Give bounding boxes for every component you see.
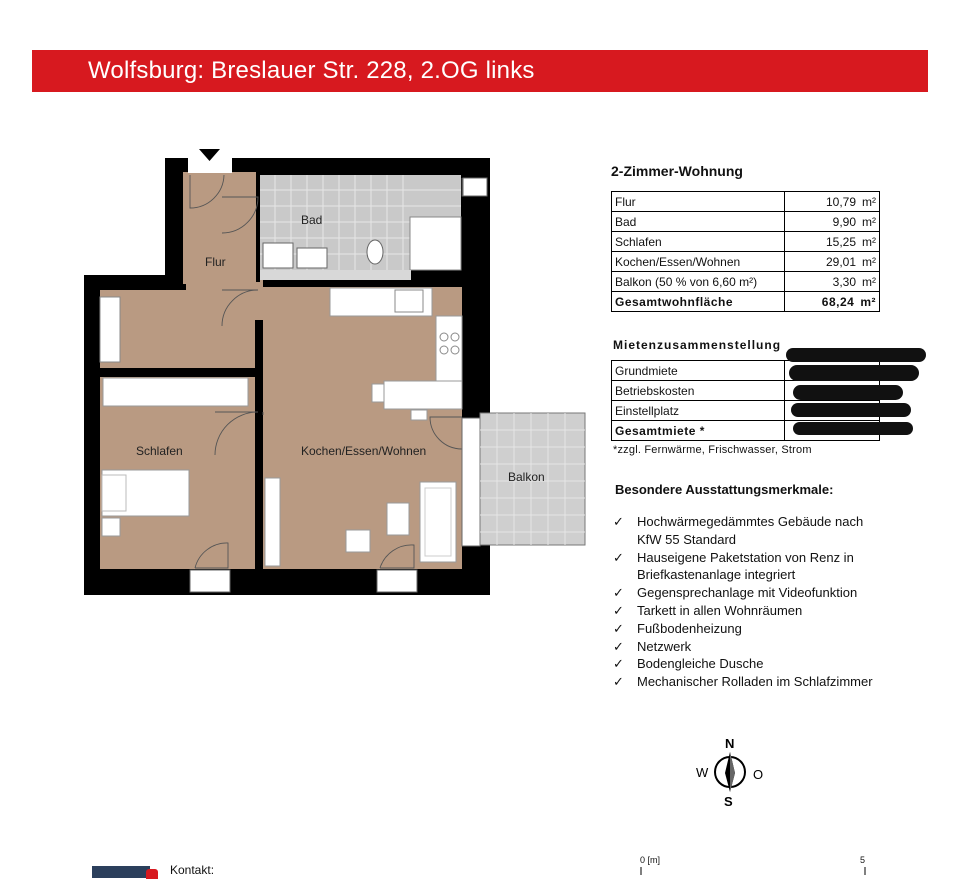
compass-o: O xyxy=(753,767,764,782)
area-value xyxy=(785,232,880,252)
room-label-wohnen: Kochen/Essen/Wohnen xyxy=(301,444,427,458)
area-name: Flur xyxy=(612,192,785,212)
area-number: 10,79 xyxy=(825,194,856,209)
feature-item xyxy=(611,620,873,638)
feature-text: KfW 55 Standard xyxy=(637,531,736,547)
area-row xyxy=(612,252,880,272)
wardrobe-schlafen xyxy=(103,378,248,406)
compass-w: W xyxy=(696,765,709,780)
feature-text: Mechanischer Rolladen im Schlafzimmer xyxy=(637,674,873,690)
room-label-flur: Flur xyxy=(205,255,226,269)
room-label-bad: Bad xyxy=(301,213,323,227)
redaction-mark xyxy=(791,403,911,417)
area-unit: m² xyxy=(862,234,876,249)
apartment-type: 2-Zimmer-Wohnung xyxy=(611,163,743,179)
wardrobe-upper xyxy=(100,297,120,362)
check-icon: ✓ xyxy=(613,585,624,601)
area-unit: m² xyxy=(862,214,876,229)
window-balcony xyxy=(462,418,480,546)
area-unit: m² xyxy=(862,194,876,209)
compass xyxy=(690,730,780,810)
check-icon: ✓ xyxy=(613,638,624,654)
check-icon: ✓ xyxy=(613,602,624,618)
scale-bar xyxy=(641,867,866,875)
area-name: Bad xyxy=(612,212,785,232)
area-total-value xyxy=(785,292,880,312)
area-value xyxy=(785,252,880,272)
area-total-row xyxy=(612,292,880,312)
check-icon: ✓ xyxy=(613,549,624,565)
feature-item xyxy=(611,638,873,656)
scale-end: 5 xyxy=(860,855,866,865)
rent-total-name: Gesamtmiete * xyxy=(612,421,785,441)
coffee-table xyxy=(387,503,409,535)
rent-title: Mietenzusammenstellung xyxy=(613,338,782,352)
area-unit: m² xyxy=(862,254,876,269)
feature-item xyxy=(611,513,873,549)
bath-fixture-bench xyxy=(297,248,327,268)
feature-item xyxy=(611,549,873,585)
area-unit: m² xyxy=(862,274,876,289)
redaction-mark xyxy=(793,422,913,435)
area-value xyxy=(785,212,880,232)
area-row xyxy=(612,272,880,292)
nightstand xyxy=(102,518,120,536)
area-number: 3,30 xyxy=(832,274,856,289)
window-bottom-mid xyxy=(377,570,417,592)
area-total-name: Gesamtwohnfläche xyxy=(612,292,785,312)
window-bath xyxy=(463,178,487,196)
area-name: Kochen/Essen/Wohnen xyxy=(612,252,785,272)
kitchen-stool-2 xyxy=(411,410,427,420)
feature-item xyxy=(611,673,873,691)
feature-text: Fußbodenheizung xyxy=(637,620,742,636)
area-row xyxy=(612,232,880,252)
room-label-balkon: Balkon xyxy=(508,470,545,484)
rent-name: Einstellplatz xyxy=(612,401,785,421)
area-row xyxy=(612,212,880,232)
company-logo xyxy=(92,866,150,878)
features-title: Besondere Ausstattungsmerkmale: xyxy=(615,482,834,497)
wall-left-mid xyxy=(96,368,257,377)
scale-start: 0 [m] xyxy=(640,855,661,865)
header-banner xyxy=(32,50,928,92)
check-icon: ✓ xyxy=(613,620,624,636)
kitchen-island xyxy=(384,381,462,409)
feature-text: Briefkastenanlage integriert xyxy=(637,567,796,583)
kitchen-stool xyxy=(372,384,384,402)
room-label-schlafen: Schlafen xyxy=(136,444,183,458)
armchair xyxy=(346,530,370,552)
kitchen-sink xyxy=(395,290,423,312)
rent-name: Betriebskosten xyxy=(612,381,785,401)
sofa-arm xyxy=(425,488,451,556)
bed-pillow xyxy=(102,475,126,511)
feature-text: Hochwärmegedämmtes Gebäude nach xyxy=(637,514,864,529)
redaction-mark xyxy=(789,365,919,381)
wall-center xyxy=(255,340,263,570)
compass-n: N xyxy=(725,736,735,751)
feature-item xyxy=(611,584,873,602)
page-title: Wolfsburg: Breslauer Str. 228, 2.OG links xyxy=(88,57,535,84)
area-number: 15,25 xyxy=(825,234,856,249)
floor-plan xyxy=(84,144,545,604)
bath-fixture-shower xyxy=(410,217,461,270)
feature-text: Netzwerk xyxy=(637,638,692,654)
area-total-number: 68,24 xyxy=(821,294,855,309)
window-bottom-left xyxy=(190,570,230,592)
area-number: 29,01 xyxy=(825,254,856,269)
features-list xyxy=(611,513,873,691)
feature-text: Bodengleiche Dusche xyxy=(637,656,764,672)
check-icon: ✓ xyxy=(613,656,624,672)
bath-fixture-sink xyxy=(263,243,293,268)
compass-s: S xyxy=(724,794,733,809)
feature-text: Gegensprechanlage mit Videofunktion xyxy=(637,585,858,601)
area-table xyxy=(611,191,880,312)
bath-fixture-toilet xyxy=(367,240,383,264)
feature-text: Hauseigene Paketstation von Renz in xyxy=(637,549,854,565)
area-number: 9,90 xyxy=(832,214,856,229)
feature-item xyxy=(611,602,873,620)
wall-upper-left-top xyxy=(96,284,186,290)
check-icon: ✓ xyxy=(613,674,624,690)
check-icon: ✓ xyxy=(613,514,624,529)
redaction-mark xyxy=(786,348,926,362)
area-total-unit: m² xyxy=(860,294,876,309)
company-logo-accent xyxy=(146,869,158,879)
floor-hall-strip xyxy=(183,280,263,320)
rent-name: Grundmiete xyxy=(612,361,785,381)
bath-threshold xyxy=(259,270,411,280)
redaction-mark xyxy=(793,385,903,400)
rent-note: *zzgl. Fernwärme, Frischwasser, Strom xyxy=(613,444,812,456)
area-name: Schlafen xyxy=(612,232,785,252)
area-value xyxy=(785,272,880,292)
area-value xyxy=(785,192,880,212)
shelf-left xyxy=(265,478,280,566)
feature-item xyxy=(611,655,873,673)
wall-flur-bad xyxy=(256,172,260,282)
area-name: Balkon (50 % von 6,60 m²) xyxy=(612,272,785,292)
contact-label: Kontakt: xyxy=(170,863,215,877)
area-row xyxy=(612,192,880,212)
feature-text: Tarkett in allen Wohnräumen xyxy=(637,602,803,618)
